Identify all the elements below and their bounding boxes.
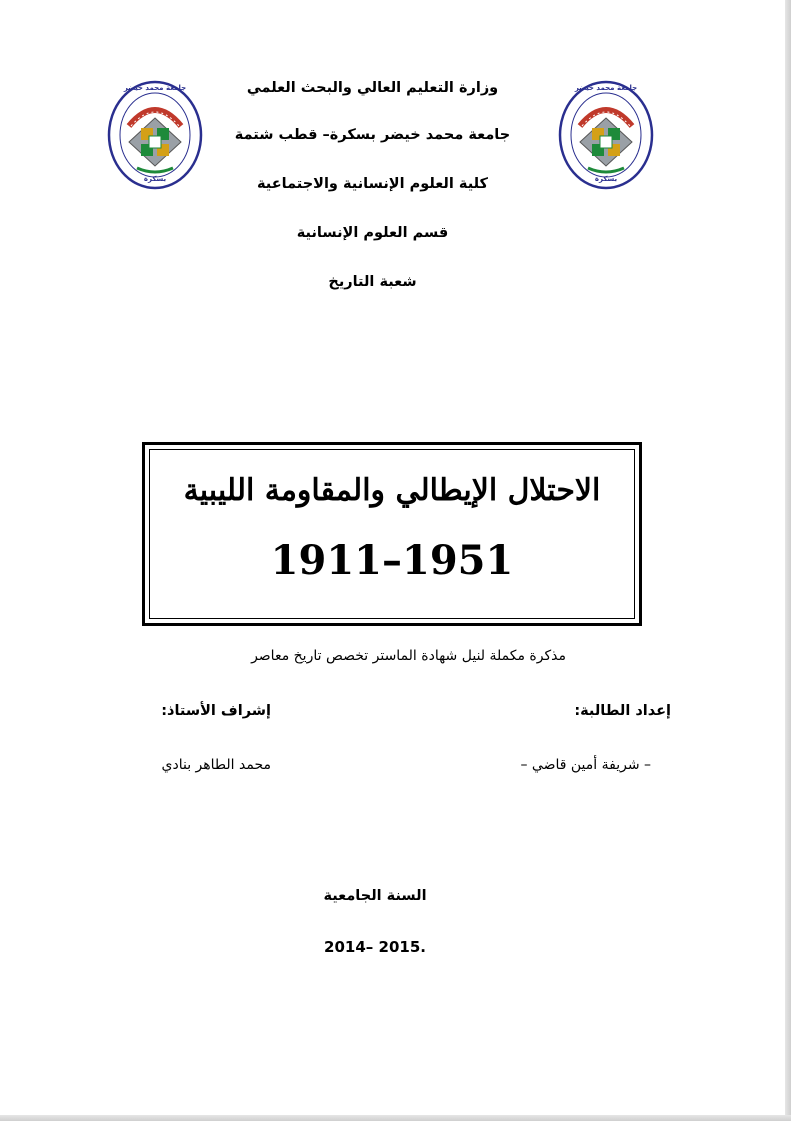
student-name: – شريفة أمين قاضي –: [520, 757, 651, 773]
page-edge: [785, 0, 791, 1121]
faculty-name: كلية العلوم الإنسانية والاجتماعية: [257, 176, 488, 192]
supervision-label: إشراف الأستاذ:: [161, 703, 271, 719]
university-seal-left: [107, 80, 203, 190]
thesis-title: الاحتلال الإيطالي والمقاومة الليبية: [183, 473, 601, 508]
academic-year-value: 2014– 2015.: [324, 938, 426, 956]
seal-ring-top-text: جامعة محمد خيضر: [123, 84, 187, 92]
professor-name: محمد الطاهر بنادي: [161, 757, 271, 773]
branch-name: شعبة التاريخ: [328, 274, 417, 290]
thesis-years: 1911–1951: [270, 537, 514, 584]
title-box: [142, 442, 642, 626]
seal-ring-bottom-text: بسكرة: [594, 175, 618, 183]
prepared-by-label: إعداد الطالبة:: [574, 703, 671, 719]
department-name: قسم العلوم الإنسانية: [296, 225, 449, 241]
academic-year-label: السنة الجامعية: [323, 888, 427, 904]
ministry-name: وزارة التعليم العالي والبحث العلمي: [246, 80, 499, 96]
university-name: جامعة محمد خيضر بسكرة– قطب شتمة: [234, 127, 511, 143]
page-edge: [0, 1115, 791, 1121]
university-seal-right: [558, 80, 654, 190]
thesis-subtitle: مذكرة مكملة لنيل شهادة الماستر تخصص تاريخ معاصر: [251, 648, 566, 664]
seal-ring-bottom-text: بسكرة: [143, 175, 167, 183]
seal-ring-top-text: جامعة محمد خيضر: [574, 84, 638, 92]
